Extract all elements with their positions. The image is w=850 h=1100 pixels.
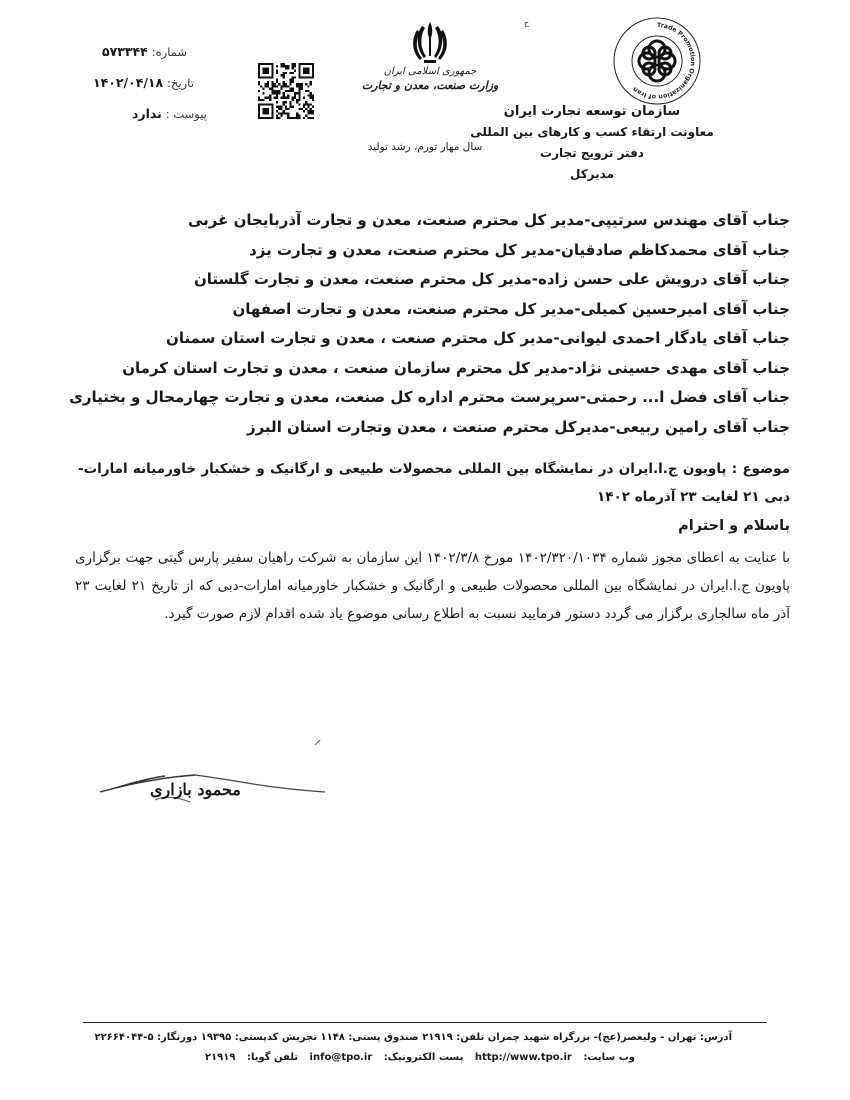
recipients-list xyxy=(70,206,790,442)
recipient-line: جناب آقای رامین ربیعی-مدیرکل محترم صنعت ، معدن وتجارت استان البرز xyxy=(246,417,790,436)
svg-text:Trade Promotion Organization o xyxy=(632,22,696,100)
letter-number-value: ۵۷۳۳۴۴ xyxy=(102,44,148,59)
footer-contact-row xyxy=(75,1052,635,1063)
footer-website-label: وب سایت: xyxy=(583,1052,635,1063)
footer-website-link[interactable]: http://www.tpo.ir xyxy=(474,1052,572,1063)
recipient-line: جناب آقای محمدکاظم صادقیان-مدیر کل محترم صنعت، معدن و تجارت یزد xyxy=(249,240,790,259)
signatory-name: محمود بازاری xyxy=(150,780,241,799)
footer-email-label: پست الکترونیک: xyxy=(383,1052,464,1063)
footer-phone-value: ۲۱۹۱۹ xyxy=(204,1052,236,1063)
organization-logo xyxy=(612,16,702,106)
qr-code-icon xyxy=(258,63,314,119)
letter-attachment-row xyxy=(132,106,207,121)
ministry-header xyxy=(350,65,510,93)
iran-emblem-icon xyxy=(410,20,450,66)
ministry-line-name: وزارت صنعت، معدن و تجارت xyxy=(361,79,499,92)
recipient-line: جناب آقای مهدی حسینی نژاد-مدیر کل محترم سازمان صنعت ، معدن و تجارت استان کرمان xyxy=(122,358,790,377)
letter-subject: موضوع : پاویون ج.ا.ایران در نمایشگاه بین المللی محصولات طبیعی و ارگانیک و خشکبار خاورمیانه امارات-دبی ۲۱ لغایت ۲۳ آذرماه ۱۴۰۲ xyxy=(78,461,790,505)
org-deputy: معاونت ارتقاء کسب و کارهای بین المللی xyxy=(470,125,714,139)
letter-number-row xyxy=(102,44,187,59)
org-director: مدیرکل xyxy=(569,167,615,181)
recipient-line: جناب آقای یادگار احمدی لیوانی-مدیر کل محترم صنعت ، معدن و تجارت استان سمنان xyxy=(166,329,790,347)
footer-email-link[interactable]: info@tpo.ir xyxy=(309,1052,373,1063)
letter-attachment-label: پیوست : xyxy=(165,107,207,121)
year-slogan: سال مهار تورم، رشد تولید xyxy=(367,141,483,153)
org-office: دفتر ترویج تجارت xyxy=(540,146,644,160)
letter-greeting: باسلام و احترام xyxy=(678,518,790,534)
reference-mark: ح xyxy=(524,18,530,27)
footer-divider xyxy=(83,1022,767,1023)
org-logo-ring-text-en: Trade Promotion Organization of Iran xyxy=(631,21,697,101)
letter-body-paragraph: با عنایت به اعطای مجوز شماره ۱۴۰۲/۳۲۰/۱۰۳۴ مورخ ۱۴۰۲/۳/۸ این سازمان به شرکت راهیان سفیر پارس گیتی جهت برگزاری پاویون ج.ا.ایران در نمایشگاه بین المللی محصولات طبیعی و ارگانیک و خشکبار خاورمیانه امارات-دبی که از تاریخ ۲۱ لغایت ۲۳ آذر ماه سالجاری برگزار می گردد دستور فرمایید نسبت به اطلاع رسانی موضوع یاد شده اقدام لازم صورت گیرد. xyxy=(75,550,790,622)
ministry-line-country: جمهوری اسلامی ایران xyxy=(383,66,477,77)
letter-number-label: شماره: xyxy=(151,45,188,59)
org-name: سازمان توسعه تجارت ایران xyxy=(503,104,681,119)
letter-date-value: ۱۴۰۲/۰۴/۱۸ xyxy=(93,75,164,90)
recipient-line: جناب آقای امیرحسین کمیلی-مدیر کل محترم صنعت، معدن و تجارت اصفهان xyxy=(232,299,790,318)
recipient-line: جناب آقای مهندس سرتیپی-مدیر کل محترم صنعت، معدن و تجارت آذربایجان غربی xyxy=(187,211,790,229)
recipient-line: جناب آقای فضل ا... رحمتی-سرپرست محترم اداره کل صنعت، معدن و تجارت چهارمحال و بختیاری xyxy=(69,388,790,406)
letter-attachment-value: ندارد xyxy=(132,106,162,121)
recipient-line: جناب آقای درویش علی حسن زاده-مدیر کل محترم صنعت، معدن و تجارت گلستان xyxy=(193,270,790,288)
letter-date-row xyxy=(93,75,194,90)
footer-phone-label: تلفن گویا: xyxy=(246,1052,299,1063)
letter-date-label: تاریخ: xyxy=(167,76,194,90)
footer-address: آدرس: تهران - ولیعصر(عج)- بزرگراه شهید چمران تلفن: ۲۱۹۱۹ صندوق پستی: ۱۱۴۸ تجریش کدپستی: ۱۹۳۹۵ دورنگار: ۵-۲۲۶۶۴۰۴۴ xyxy=(94,1032,732,1043)
